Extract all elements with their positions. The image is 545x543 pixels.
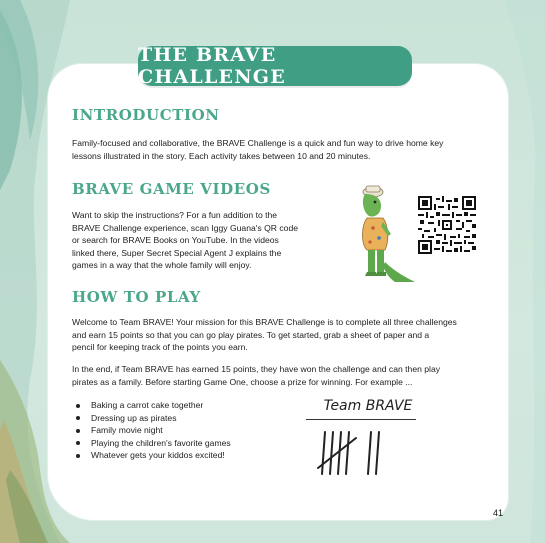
scoreboard-title: Team BRAVE (323, 398, 413, 414)
how-to-play-paragraph-1 (72, 316, 502, 354)
tally-mark (368, 432, 371, 474)
tally-mark (322, 432, 325, 474)
videos-line: linked there, Super Secret Special Agent J explains the (72, 247, 282, 258)
tally-mark (346, 432, 349, 474)
how-to-play-paragraph-2 (72, 363, 502, 388)
introduction-text (72, 137, 492, 162)
videos-line: Want to skip the instructions? For a fun addition to the (72, 210, 278, 220)
videos-line: or search for BRAVE Books on YouTube. In the videos (72, 235, 279, 246)
introduction-line: lessons illustrated in the story. Each activity takes between 10 and 20 minutes. (72, 150, 371, 161)
introduction-line: Family-focused and collaborative, the BRAVE Challenge is a quick and fun way to drive home key (72, 138, 444, 148)
page-number: 41 (493, 508, 504, 518)
prize-list-item: Baking a carrot cake together (76, 399, 231, 412)
how-to-play-line: pirates as a family. Before starting Game One, choose a prize for winning. For example ... (72, 376, 413, 387)
prize-list (76, 399, 231, 462)
prize-list-item: Whatever gets your kiddos excited! (76, 449, 231, 462)
scoreboard-underline (306, 419, 416, 420)
introduction-heading: INTRODUCTION (72, 106, 220, 124)
page-title: THE BRAVE CHALLENGE (138, 44, 286, 88)
tally-mark (376, 432, 379, 474)
how-to-play-heading: HOW TO PLAY (72, 288, 201, 306)
videos-heading: BRAVE GAME VIDEOS (72, 180, 271, 198)
videos-line: games in a way that the whole family will enjoy. (72, 260, 252, 271)
how-to-play-line: and earn 15 points so that you can go play pirates. To get started, grab a sheet of paper and a (72, 329, 430, 340)
prize-list-item: Playing the children's favorite games (76, 437, 231, 450)
tally-marks (316, 428, 396, 478)
videos-text (72, 209, 332, 272)
title-banner (138, 46, 412, 86)
videos-line: BRAVE Challenge experience, scan Iggy Guana's QR code (72, 222, 299, 233)
how-to-play-line: pencil for keeping track of the points you earn. (72, 342, 248, 353)
tally-mark (330, 432, 333, 474)
iggy-guana-illustration (355, 182, 415, 284)
prize-list-item: Family movie night (76, 424, 231, 437)
qr-code[interactable] (418, 196, 476, 254)
prize-list-item: Dressing up as pirates (76, 412, 231, 425)
how-to-play-line: In the end, if Team BRAVE has earned 15 points, they have won the challenge and can then play (72, 364, 441, 374)
how-to-play-line: Welcome to Team BRAVE! Your mission for this BRAVE Challenge is to complete all three challenges (72, 317, 457, 327)
